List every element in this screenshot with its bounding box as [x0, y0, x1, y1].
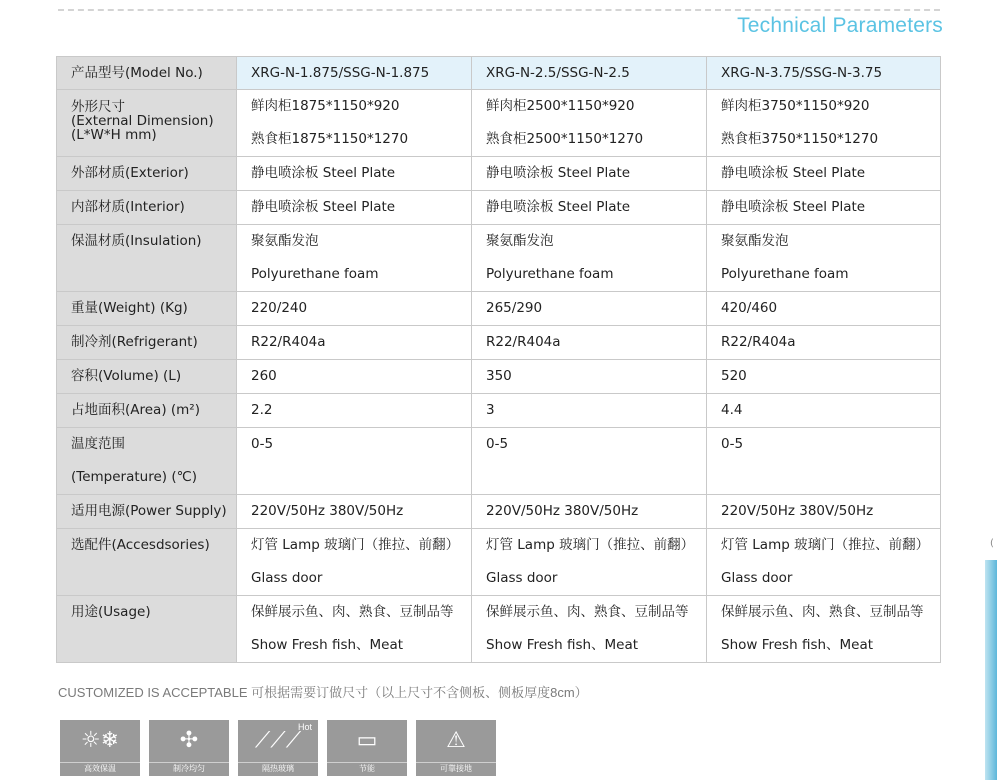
- cell-text: 220V/50Hz 380V/50Hz: [251, 503, 404, 519]
- row-label-text: 适用电源(Power Supply): [71, 503, 227, 519]
- value-cell: [237, 428, 472, 495]
- feature-tile: [149, 720, 229, 776]
- feature-caption: 可靠接地: [440, 764, 472, 773]
- value-cell: [237, 360, 472, 394]
- cell-text: 保鲜展示鱼、肉、熟食、豆制品等: [486, 604, 689, 620]
- value-cell: [707, 157, 941, 191]
- cell-text: 静电喷涂板 Steel Plate: [251, 199, 396, 215]
- value-cell: [707, 394, 941, 428]
- row-label-text: (External Dimension): [71, 113, 214, 129]
- cell-text: 3: [486, 402, 495, 418]
- cell-text: 保鲜展示鱼、肉、熟食、豆制品等: [721, 604, 924, 620]
- cell-text: Polyurethane foam: [721, 266, 849, 282]
- cell-text: 灯管 Lamp 玻璃门（推拉、前翻）: [251, 537, 460, 553]
- value-cell: [707, 596, 941, 663]
- model-cell: XRG-N-3.75/SSG-N-3.75: [707, 57, 941, 90]
- value-cell: [237, 157, 472, 191]
- value-cell: [472, 495, 707, 529]
- row-label-text: 外形尺寸: [71, 99, 125, 115]
- row-label-text: 内部材质(Interior): [71, 199, 185, 215]
- cell-text: Polyurethane foam: [251, 266, 379, 282]
- row-label-text: 用途(Usage): [71, 604, 151, 620]
- value-cell: [237, 495, 472, 529]
- cell-text: Show Fresh fish、Meat: [251, 637, 404, 653]
- cell-text: 熟食柜3750*1150*1270: [721, 131, 879, 147]
- feature-tile: [238, 720, 318, 776]
- cell-text: 260: [251, 368, 277, 384]
- cell-text: Show Fresh fish、Meat: [721, 637, 874, 653]
- value-cell: [237, 90, 472, 157]
- value-cell: [237, 225, 472, 292]
- feature-caption: 隔热玻璃: [262, 764, 294, 773]
- cell-text: 静电喷涂板 Steel Plate: [486, 165, 631, 181]
- row-label-text: 温度范围: [71, 436, 125, 452]
- row-label-text: 制冷剂(Refrigerant): [71, 334, 198, 350]
- cell-text: Show Fresh fish、Meat: [486, 637, 639, 653]
- row-label: [57, 428, 237, 495]
- cell-text: 灯管 Lamp 玻璃门（推拉、前翻）: [486, 537, 695, 553]
- table-row: [57, 495, 941, 529]
- value-cell: [237, 596, 472, 663]
- table-row: [57, 596, 941, 663]
- row-label-text: 容积(Volume) (L): [71, 368, 182, 384]
- row-label-text: 外部材质(Exterior): [71, 165, 189, 181]
- row-label-text: 保温材质(Insulation): [71, 233, 202, 249]
- value-cell: [237, 529, 472, 596]
- feature-caption: 高效保温: [84, 764, 116, 773]
- feature-caption: 制冷均匀: [173, 764, 205, 773]
- cell-text: 灯管 Lamp 玻璃门（推拉、前翻）: [721, 537, 930, 553]
- top-dashed-divider: [58, 9, 940, 11]
- row-label: [57, 360, 237, 394]
- cell-text: 0-5: [251, 436, 274, 452]
- value-cell: [472, 90, 707, 157]
- value-cell: [707, 360, 941, 394]
- model-row: [57, 57, 941, 90]
- page-heading: Technical Parameters: [737, 14, 943, 37]
- customization-note: CUSTOMIZED IS ACCEPTABLE 可根据需要订做尺寸（以上尺寸不含侧板、侧板厚度8cm）: [58, 685, 588, 700]
- value-cell: [707, 292, 941, 326]
- cell-text: 静电喷涂板 Steel Plate: [251, 165, 396, 181]
- cell-text: 0-5: [721, 436, 744, 452]
- feature-tile: [416, 720, 496, 776]
- cell-text: Polyurethane foam: [486, 266, 614, 282]
- cell-text: 熟食柜2500*1150*1270: [486, 131, 644, 147]
- cell-text: 350: [486, 368, 512, 384]
- energy-saving-icon: ▭: [327, 720, 407, 763]
- value-cell: [707, 90, 941, 157]
- value-cell: [472, 225, 707, 292]
- sun-snowflake-icon: ☼❄: [60, 720, 140, 763]
- cell-text: 520: [721, 368, 747, 384]
- value-cell: [237, 292, 472, 326]
- value-cell: [472, 394, 707, 428]
- technical-parameters-table: [56, 56, 941, 663]
- cell-text: 0-5: [486, 436, 509, 452]
- cell-text: 保鲜展示鱼、肉、熟食、豆制品等: [251, 604, 454, 620]
- row-label: [57, 292, 237, 326]
- value-cell: [472, 360, 707, 394]
- cell-text: 聚氨酯发泡: [486, 233, 554, 249]
- row-label-text: (Temperature) (℃): [71, 469, 198, 485]
- table-row: [57, 326, 941, 360]
- value-cell: [472, 596, 707, 663]
- model-cell: XRG-N-2.5/SSG-N-2.5: [472, 57, 707, 90]
- value-cell: [237, 191, 472, 225]
- cell-text: 静电喷涂板 Steel Plate: [486, 199, 631, 215]
- cell-text: 4.4: [721, 402, 743, 418]
- value-cell: [237, 394, 472, 428]
- row-label: [57, 225, 237, 292]
- table-row: [57, 225, 941, 292]
- row-label-text: (L*W*H mm): [71, 127, 157, 143]
- feature-tile: [60, 720, 140, 776]
- row-label-text: 选配件(Accesdsories): [71, 537, 210, 553]
- value-cell: [707, 495, 941, 529]
- fan-icon: ✣: [149, 720, 229, 763]
- cell-text: 聚氨酯发泡: [251, 233, 319, 249]
- row-label: [57, 495, 237, 529]
- table-row: [57, 529, 941, 596]
- cell-text: R22/R404a: [721, 334, 796, 350]
- cell-text: R22/R404a: [486, 334, 561, 350]
- value-cell: [472, 157, 707, 191]
- table-row: [57, 360, 941, 394]
- cell-text: 鲜肉柜2500*1150*920: [486, 98, 635, 114]
- table-row: [57, 394, 941, 428]
- cell-text: 2.2: [251, 402, 273, 418]
- table-row: [57, 157, 941, 191]
- row-label: [57, 90, 237, 157]
- row-label: [57, 394, 237, 428]
- row-label: [57, 529, 237, 596]
- value-cell: [472, 326, 707, 360]
- table-row: [57, 90, 941, 157]
- row-label: 产品型号(Model No.): [57, 57, 237, 90]
- cell-text: R22/R404a: [251, 334, 326, 350]
- cell-text: 220V/50Hz 380V/50Hz: [721, 503, 874, 519]
- row-label: [57, 596, 237, 663]
- edge-mark: (: [990, 538, 994, 549]
- hot-badge: Hot: [297, 722, 312, 732]
- side-accent-bar: [985, 560, 997, 780]
- row-label: [57, 191, 237, 225]
- row-label: [57, 326, 237, 360]
- feature-tile: [327, 720, 407, 776]
- cell-text: 220/240: [251, 300, 308, 316]
- value-cell: [472, 292, 707, 326]
- value-cell: [472, 529, 707, 596]
- value-cell: [237, 326, 472, 360]
- cell-text: 静电喷涂板 Steel Plate: [721, 165, 866, 181]
- value-cell: [707, 529, 941, 596]
- value-cell: [472, 191, 707, 225]
- grounding-icon: ⚠: [416, 720, 496, 763]
- cell-text: Glass door: [721, 570, 793, 586]
- table-row: [57, 428, 941, 495]
- row-label-text: 重量(Weight) (Kg): [71, 300, 188, 316]
- cell-text: 熟食柜1875*1150*1270: [251, 131, 409, 147]
- value-cell: [707, 225, 941, 292]
- table-row: [57, 292, 941, 326]
- heated-glass-icon: ⟋⟋⟋: [238, 720, 318, 763]
- value-cell: [472, 428, 707, 495]
- cell-text: 265/290: [486, 300, 543, 316]
- row-label-text: 占地面积(Area) (m²): [71, 402, 200, 418]
- model-cell: XRG-N-1.875/SSG-N-1.875: [237, 57, 472, 90]
- table-row: [57, 191, 941, 225]
- value-cell: [707, 326, 941, 360]
- cell-text: 聚氨酯发泡: [721, 233, 789, 249]
- row-label: [57, 157, 237, 191]
- value-cell: [707, 428, 941, 495]
- cell-text: 鲜肉柜1875*1150*920: [251, 98, 400, 114]
- cell-text: 鲜肉柜3750*1150*920: [721, 98, 870, 114]
- cell-text: Glass door: [486, 570, 558, 586]
- cell-text: Glass door: [251, 570, 323, 586]
- cell-text: 220V/50Hz 380V/50Hz: [486, 503, 639, 519]
- cell-text: 420/460: [721, 300, 778, 316]
- value-cell: [707, 191, 941, 225]
- cell-text: 静电喷涂板 Steel Plate: [721, 199, 866, 215]
- feature-caption: 节能: [359, 764, 375, 773]
